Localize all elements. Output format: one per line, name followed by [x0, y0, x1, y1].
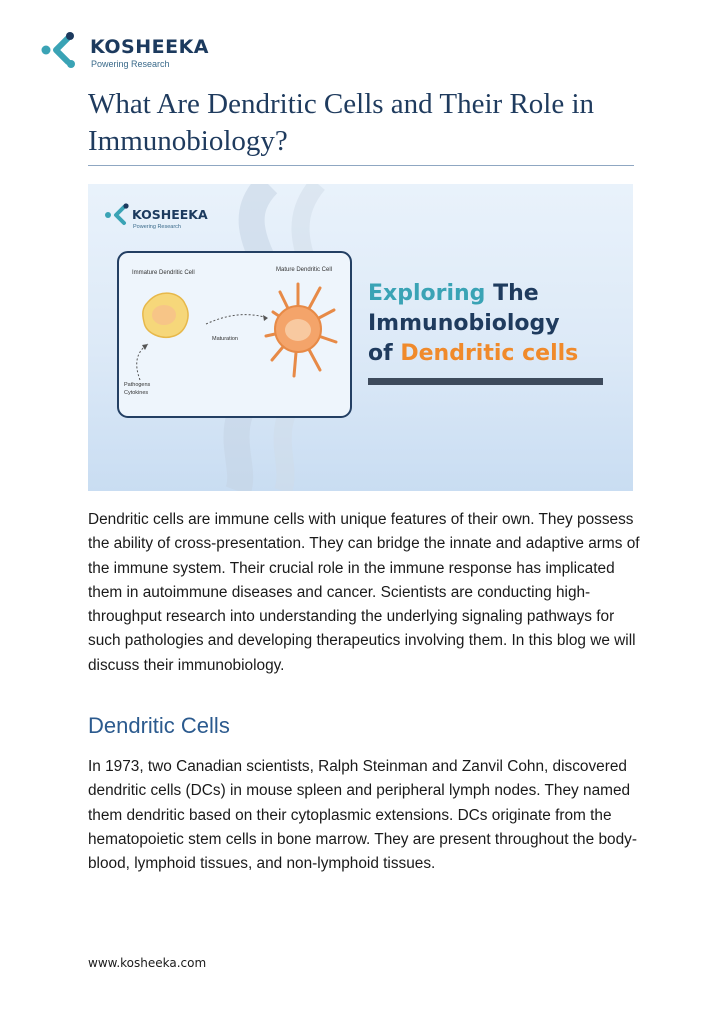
section-heading-dendritic-cells: Dendritic Cells: [88, 713, 230, 738]
pathogens-label: Pathogens: [124, 382, 151, 388]
cytokines-label: Cytokines: [124, 390, 149, 396]
intro-paragraph: Dendritic cells are immune cells with unique features of their own. They possess the ability of cross-presentation. They can bridge the innate and adaptive arms of the immune system. Their crucial role in the immune response has implicated them in autoimmune diseases and cancer. Scientists are conducting high-throughput research into understanding the underlying signaling pathways for such pathologies and developing therapeutics involving them. In this blog we will discuss their immunobiology.: [88, 511, 640, 674]
banner-headline-line3: of Dendritic cells: [368, 341, 579, 366]
logo-tagline: Powering Research: [91, 59, 170, 69]
history-paragraph: In 1973, two Canadian scientists, Ralph Steinman and Zanvil Cohn, discovered dendritic cells (DCs) in mouse spleen and peripheral lymph nodes. They named them dendritic based on their cytoplasmic extensions. DCs originate from the hematopoietic stem cells in bone marrow. They are present throughout the body- blood, lymphoid tissues, and non-lymphoid tissues.: [88, 758, 637, 873]
footer-url[interactable]: www.kosheeka.com: [88, 956, 207, 970]
banner-underline-bar: [368, 378, 603, 385]
page-title: What Are Dendritic Cells and Their Role in Immunobiology?: [88, 88, 595, 157]
immature-cell-label: Immature Dendritic Cell: [132, 270, 195, 276]
mature-cell-label: Mature Dendritic Cell: [276, 267, 333, 273]
title-divider: [88, 165, 634, 166]
banner-headline-line1: Exploring The: [368, 281, 539, 306]
kosheeka-logo-icon: [38, 30, 90, 74]
maturation-label: Maturation: [212, 336, 238, 342]
logo-brand-text: KOSHEEKA: [90, 36, 209, 58]
banner-illustration: [88, 184, 633, 491]
hero-banner: [88, 184, 633, 491]
kosheeka-logo: [38, 30, 238, 74]
banner-headline-line2: Immunobiology: [368, 311, 560, 336]
immature-cell-icon: [143, 293, 188, 337]
banner-logo: [105, 203, 208, 230]
banner-logo-tagline: Powering Research: [133, 224, 181, 230]
banner-logo-brand: KOSHEEKA: [132, 207, 208, 222]
